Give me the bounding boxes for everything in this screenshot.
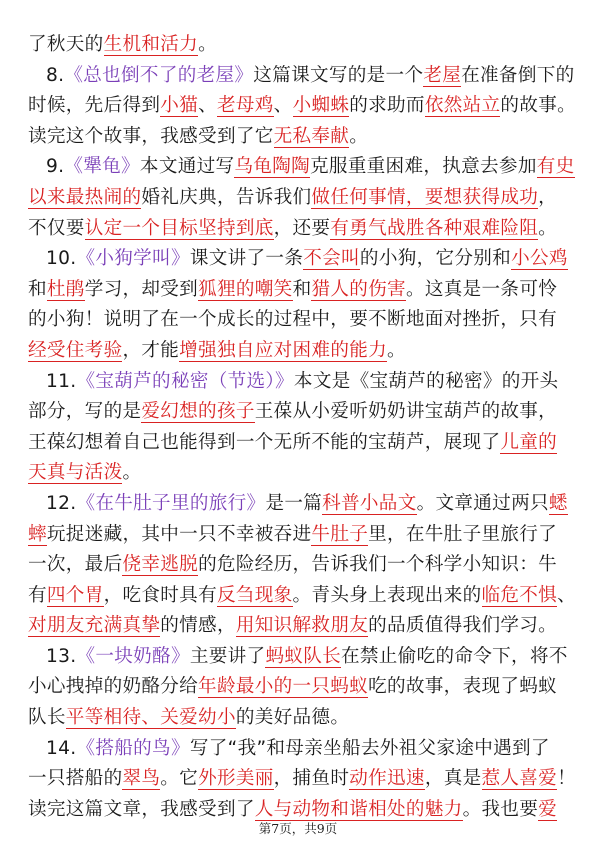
highlighted-answer: 人与动物和谐相处的魅力 [254, 798, 463, 820]
text-line [28, 122, 568, 153]
text-segment: 读完这篇文章，我感受到了 [28, 798, 255, 820]
highlighted-answer: 翠鸟 [122, 768, 161, 790]
text-segment: 。这真是一条可怜 [405, 278, 558, 300]
text-segment: ，吃食时具有 [103, 584, 217, 606]
highlighted-answer: 老母鸡 [216, 95, 274, 117]
highlighted-answer: 生机和活力 [103, 34, 199, 55]
highlighted-answer: 侥幸逃脱 [122, 554, 199, 576]
text-line [28, 428, 568, 459]
text-segment: 玩捉迷藏，其中一只不幸被吞进 [46, 523, 312, 545]
text-segment: 。 [387, 339, 406, 361]
text-segment: 一次，最后 [28, 554, 123, 576]
text-line [28, 275, 568, 306]
text-line [28, 489, 568, 520]
text-line [28, 183, 568, 214]
lesson-title: 《总也倒不了的老屋》 [64, 64, 254, 86]
text-segment: 在禁止偷吃的命令下，将不 [341, 645, 568, 667]
highlighted-answer: 老屋 [423, 64, 462, 86]
text-segment: 。文章通过两只 [416, 492, 549, 514]
highlighted-answer: 临危不惧 [481, 584, 558, 606]
text-segment: 11. [46, 370, 77, 392]
highlighted-answer: 爱幻想的孩子 [141, 401, 255, 423]
text-line [28, 550, 568, 581]
text-segment: 婚礼庆典，告诉我们 [141, 186, 312, 208]
text-segment: 学习，却受到 [84, 278, 199, 300]
highlighted-answer: 经受住考验 [28, 339, 123, 361]
highlighted-answer: 增强独自应对困难的能力 [179, 339, 388, 361]
text-segment: 的小狗，它分别和 [359, 248, 512, 270]
lesson-title: 《宝葫芦的秘密（节选）》 [76, 370, 294, 392]
document-body [28, 30, 576, 825]
highlighted-answer: 狐狸的嘲笑 [198, 278, 293, 300]
text-segment: 队长 [28, 707, 66, 729]
text-segment: 王葆幻想着自己也能得到一个无所不能的宝葫芦，展现了 [28, 431, 501, 453]
text-segment: 是一篇 [265, 492, 323, 514]
text-segment: ！ [557, 768, 576, 790]
text-segment: 的小狗！说明了在一个成长的过程中，要不断地面对挫折，只有 [28, 309, 558, 331]
highlighted-answer: 科普小品文 [322, 492, 417, 514]
text-segment: 有 [28, 584, 47, 606]
text-segment: 13. [46, 645, 77, 667]
page-footer: 第7页，共9页 [258, 821, 338, 836]
highlighted-answer: 对朋友充满真挚 [28, 615, 161, 637]
text-segment: 部分，写的是 [28, 401, 142, 423]
text-segment: 10. [46, 248, 77, 270]
text-segment: 。 [538, 217, 558, 239]
text-segment: 小心拽掉的奶酪分给 [28, 676, 199, 698]
text-line [28, 611, 568, 642]
text-segment: 9. [46, 156, 65, 178]
text-line [28, 703, 568, 734]
highlighted-answer: 蟀 [28, 523, 47, 545]
highlighted-answer: 蟋 [548, 492, 568, 514]
highlighted-answer: 杜鹃 [46, 278, 85, 300]
highlighted-answer: 不会叫 [303, 248, 360, 270]
text-segment: 。 [198, 34, 217, 55]
text-segment: ，才能 [122, 339, 180, 361]
text-segment: 的美好品德。 [235, 707, 350, 729]
text-line [28, 397, 568, 428]
text-segment: 的情感， [160, 615, 236, 637]
highlighted-answer: 儿童的 [500, 431, 558, 453]
highlighted-answer: 无私奉献 [273, 125, 350, 147]
highlighted-answer: 猎人的伤害 [311, 278, 406, 300]
text-segment: ，捕鱼时 [273, 768, 350, 790]
text-segment: 在准备倒下的 [461, 64, 575, 86]
text-segment: 课文讲了一条 [189, 248, 304, 270]
text-segment: 的求助而 [349, 95, 425, 117]
text-line [28, 336, 568, 367]
highlighted-answer: 年龄最小的一只蚂蚁 [198, 676, 369, 698]
highlighted-answer: 乌龟陶陶 [234, 156, 310, 178]
text-segment: 。 [349, 125, 369, 147]
lesson-title: 《在牛肚子里的旅行》 [76, 492, 266, 514]
highlighted-answer: 天真与活泼 [28, 462, 123, 484]
text-segment: 克服重重困难，执意去参加 [309, 156, 537, 178]
text-segment: 。 [122, 462, 142, 484]
highlighted-answer: 爱 [538, 798, 558, 820]
text-line [28, 30, 568, 61]
text-segment: 不仅要 [28, 217, 85, 239]
text-segment: ，真是 [424, 768, 482, 790]
lesson-title: 《搭船的鸟》 [76, 737, 190, 759]
highlighted-answer: 蚂蚁队长 [265, 645, 342, 667]
highlighted-answer: 牛肚子 [311, 523, 369, 545]
text-segment: 的故事。 [500, 95, 576, 117]
text-segment: 和 [292, 278, 312, 300]
text-segment: 。我也要 [462, 798, 539, 820]
text-segment: 里，在牛肚子里旅行了 [368, 523, 558, 545]
text-segment: 。它 [160, 768, 199, 790]
text-line [28, 305, 568, 336]
text-segment: 本文通过写 [139, 156, 235, 178]
text-segment: 吃的故事，表现了蚂蚁 [368, 676, 558, 698]
text-segment: 、 [273, 95, 293, 117]
text-line [28, 734, 568, 765]
text-line [28, 520, 568, 551]
text-line [28, 91, 576, 122]
lesson-title: 《一块奶酪》 [76, 645, 190, 667]
highlighted-answer: 外形美丽 [198, 768, 274, 790]
highlighted-answer: 有勇气战胜各种艰难险阻 [330, 217, 539, 239]
text-line [28, 152, 575, 183]
text-line [28, 244, 568, 275]
text-segment: 14. [46, 737, 77, 759]
text-segment: 、 [557, 584, 576, 606]
text-segment: 8. [46, 64, 65, 86]
text-segment: 的危险经历，告诉我们一个科学小知识：牛 [198, 554, 558, 576]
text-segment: ，还要 [273, 217, 331, 239]
highlighted-answer: 认定一个目标坚持到底 [84, 217, 274, 239]
text-line [28, 764, 576, 795]
highlighted-answer: 惹人喜爱 [481, 768, 558, 790]
highlighted-answer: 以来最热闹的 [28, 186, 142, 208]
highlighted-answer: 平等相待、关爱幼小 [65, 707, 236, 729]
highlighted-answer: 有史 [536, 156, 575, 178]
text-segment: 了秋天的 [28, 34, 104, 55]
highlighted-answer: 动作迅速 [349, 768, 425, 790]
highlighted-answer: 小蜘蛛 [292, 95, 350, 117]
highlighted-answer: 做任何事情，要想获得成功 [311, 186, 539, 208]
text-segment: 时候，先后得到 [28, 95, 161, 117]
text-segment: 一只搭船的 [28, 768, 123, 790]
highlighted-answer: 小猫 [160, 95, 199, 117]
text-segment: 王葆从小爱听奶奶讲宝葫芦的故事， [254, 401, 558, 423]
text-line [28, 61, 575, 92]
text-line [28, 214, 568, 245]
text-line [28, 672, 568, 703]
text-segment: 和 [28, 278, 47, 300]
highlighted-answer: 反刍现象 [216, 584, 293, 606]
highlighted-answer: 用知识解救朋友 [235, 615, 369, 637]
highlighted-answer: 四个胃 [46, 584, 104, 606]
highlighted-answer: 依然站立 [424, 95, 501, 117]
text-segment: 12. [46, 492, 77, 514]
lesson-title: 《犟龟》 [64, 156, 140, 178]
text-segment: 这篇课文写的是一个 [253, 64, 424, 86]
highlighted-answer: 小公鸡 [511, 248, 568, 270]
lesson-title: 《小狗学叫》 [76, 248, 190, 270]
text-segment: 、 [198, 95, 217, 117]
text-segment: 写了“我”和母亲坐船去外祖父家途中遇到了 [189, 737, 550, 759]
text-segment: 本文是《宝葫芦的秘密》的开头 [293, 370, 559, 392]
text-line [28, 642, 568, 673]
text-segment: ， [538, 186, 558, 208]
text-line [28, 581, 576, 612]
text-line [28, 458, 568, 489]
text-segment: 。青头身上表现出来的 [292, 584, 482, 606]
text-segment: 读完这个故事，我感受到了它 [28, 125, 274, 147]
text-line [28, 367, 568, 398]
text-segment: 的品质值得我们学习。 [368, 615, 558, 637]
text-segment: 主要讲了 [189, 645, 266, 667]
